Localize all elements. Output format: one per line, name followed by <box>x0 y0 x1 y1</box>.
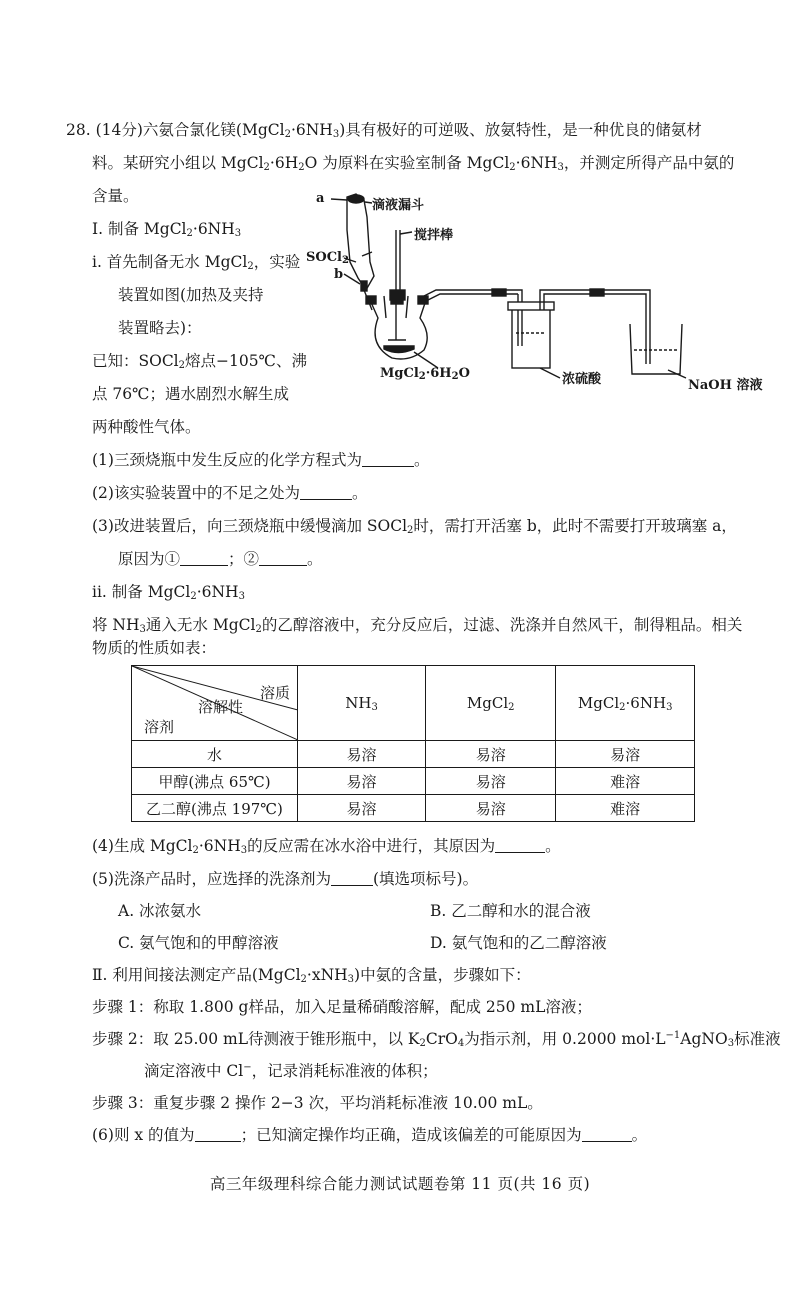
table-row: 水 易溶 易溶 易溶 <box>132 741 695 768</box>
answer-blank <box>362 452 414 467</box>
option-d: D. 氨气饱和的乙二醇溶液 <box>430 934 607 952</box>
label-socl2: SOCl$_2$ <box>306 250 349 266</box>
q1: (1)三颈烧瓶中发生反应的化学方程式为 。 <box>92 451 430 469</box>
label-b: b <box>334 267 344 282</box>
corner-solubility: 溶解性 <box>198 698 244 716</box>
q2: (2)该实验装置中的不足之处为 。 <box>92 484 368 502</box>
step-i-line1: i. 首先制备无水 MgCl$_2$，实验 <box>92 253 301 272</box>
step-i-line3: 装置略去)： <box>118 319 202 337</box>
corner-solute: 溶质 <box>260 684 291 702</box>
step-ii-line2: 物质的性质如表： <box>92 639 217 657</box>
option-a: A. 冰浓氨水 <box>118 902 202 920</box>
page-footer: 高三年级理科综合能力测试试题卷第 11 页(共 16 页) <box>209 1175 591 1193</box>
step-i-line2: 装置如图(加热及夹持 <box>118 286 264 304</box>
question-intro-line1: 28. (14分)六氨合氯化镁$(MgCl_2\cdot 6NH_3)$具有极好的可逆吸、放氨特性，是一种优良的储氨材 <box>66 121 702 140</box>
q3-line2: 原因为① ；② 。 <box>118 550 323 568</box>
label-conc-h2so4: 浓硫酸 <box>562 372 602 387</box>
option-b: B. 乙二醇和水的混合液 <box>430 902 591 920</box>
label-stirrer: 搅拌棒 <box>414 228 454 243</box>
question-intro-line2: 料。某研究小组以 $MgCl_2\cdot 6H_2O$ 为原料在实验室制备 $MgCl_2\cdot 6NH_3$，并测定所得产品中氨的 <box>92 154 735 173</box>
q5: (5)洗涤产品时，应选择的洗涤剂为 (填选项标号)。 <box>92 870 479 888</box>
table-corner-cell <box>132 666 298 741</box>
label-a: a <box>316 191 325 206</box>
step-2-line1: 步骤 2：取 25.00 mL待测液于锥形瓶中，以 $K_2CrO_4$为指示剂，用 0.2000 $mol\cdot L^{-1}AgNO_3$标准液 <box>92 1030 781 1049</box>
answer-blank <box>259 551 307 566</box>
label-dropping-funnel: 滴液漏斗 <box>372 198 425 213</box>
part2-heading: Ⅱ. 利用间接法测定产品(MgCl$_2$·xNH$_3$)中氨的含量，步骤如下： <box>92 966 531 985</box>
corner-solvent: 溶剂 <box>144 718 175 736</box>
part1-heading: Ⅰ. 制备 $MgCl_2\cdot 6NH_3$ <box>92 220 242 239</box>
table-row: 乙二醇(沸点 197℃) 易溶 易溶 难溶 <box>132 795 695 822</box>
table-row: 甲醇(沸点 65℃) 易溶 易溶 难溶 <box>132 768 695 795</box>
answer-blank <box>195 1127 241 1142</box>
known-line3: 两种酸性气体。 <box>92 418 201 436</box>
q4: (4)生成 $MgCl_2\cdot 6NH_3$的反应需在冰水浴中进行，其原因为 。 <box>92 837 561 856</box>
question-intro-line3: 含量。 <box>92 187 139 205</box>
answer-blank <box>180 551 228 566</box>
option-c: C. 氨气饱和的甲醇溶液 <box>118 934 279 952</box>
label-mgcl2-6h2o: $MgCl_2\cdot 6H_2O$ <box>380 366 470 382</box>
answer-blank <box>495 838 545 853</box>
col-header-mgcl2: MgCl$_2$ <box>426 666 556 741</box>
q3-line1: (3)改进装置后，向三颈烧瓶中缓慢滴加 SOCl$_2$时，需打开活塞 b，此时不需要打开玻璃塞 a， <box>92 517 737 536</box>
step-ii-heading: ii. 制备 $MgCl_2\cdot 6NH_3$ <box>92 583 245 602</box>
step-3: 步骤 3：重复步骤 2 操作 2−3 次，平均消耗标准液 10.00 mL。 <box>92 1094 543 1112</box>
q6: (6)则 x 的值为 ；已知滴定操作均正确，造成该偏差的可能原因为 。 <box>92 1126 648 1144</box>
step-2-line2: 滴定溶液中 Cl−，记录消耗标准液的体积； <box>144 1062 438 1080</box>
answer-blank <box>300 485 352 500</box>
step-ii-line1: 将 $NH_3$通入无水 MgCl$_2$的乙醇溶液中，充分反应后，过滤、洗涤并自然风干，制得粗品。相关 <box>92 616 743 635</box>
answer-blank <box>582 1127 632 1142</box>
answer-blank <box>331 871 373 886</box>
known-line2: 点 76℃；遇水剧烈水解生成 <box>92 385 289 403</box>
question-number: 28. <box>66 121 91 139</box>
col-header-complex: $MgCl_2\cdot 6NH_3$ <box>556 666 695 741</box>
properties-table <box>131 665 695 822</box>
label-naoh: NaOH 溶液 <box>688 378 763 393</box>
known-line1: 已知：SOCl$_2$熔点−105℃、沸 <box>92 352 307 371</box>
col-header-nh3: $NH_3$ <box>297 666 425 741</box>
step-1: 步骤 1：称取 1.800 g样品，加入足量稀硝酸溶解，配成 250 mL溶液； <box>92 998 592 1016</box>
